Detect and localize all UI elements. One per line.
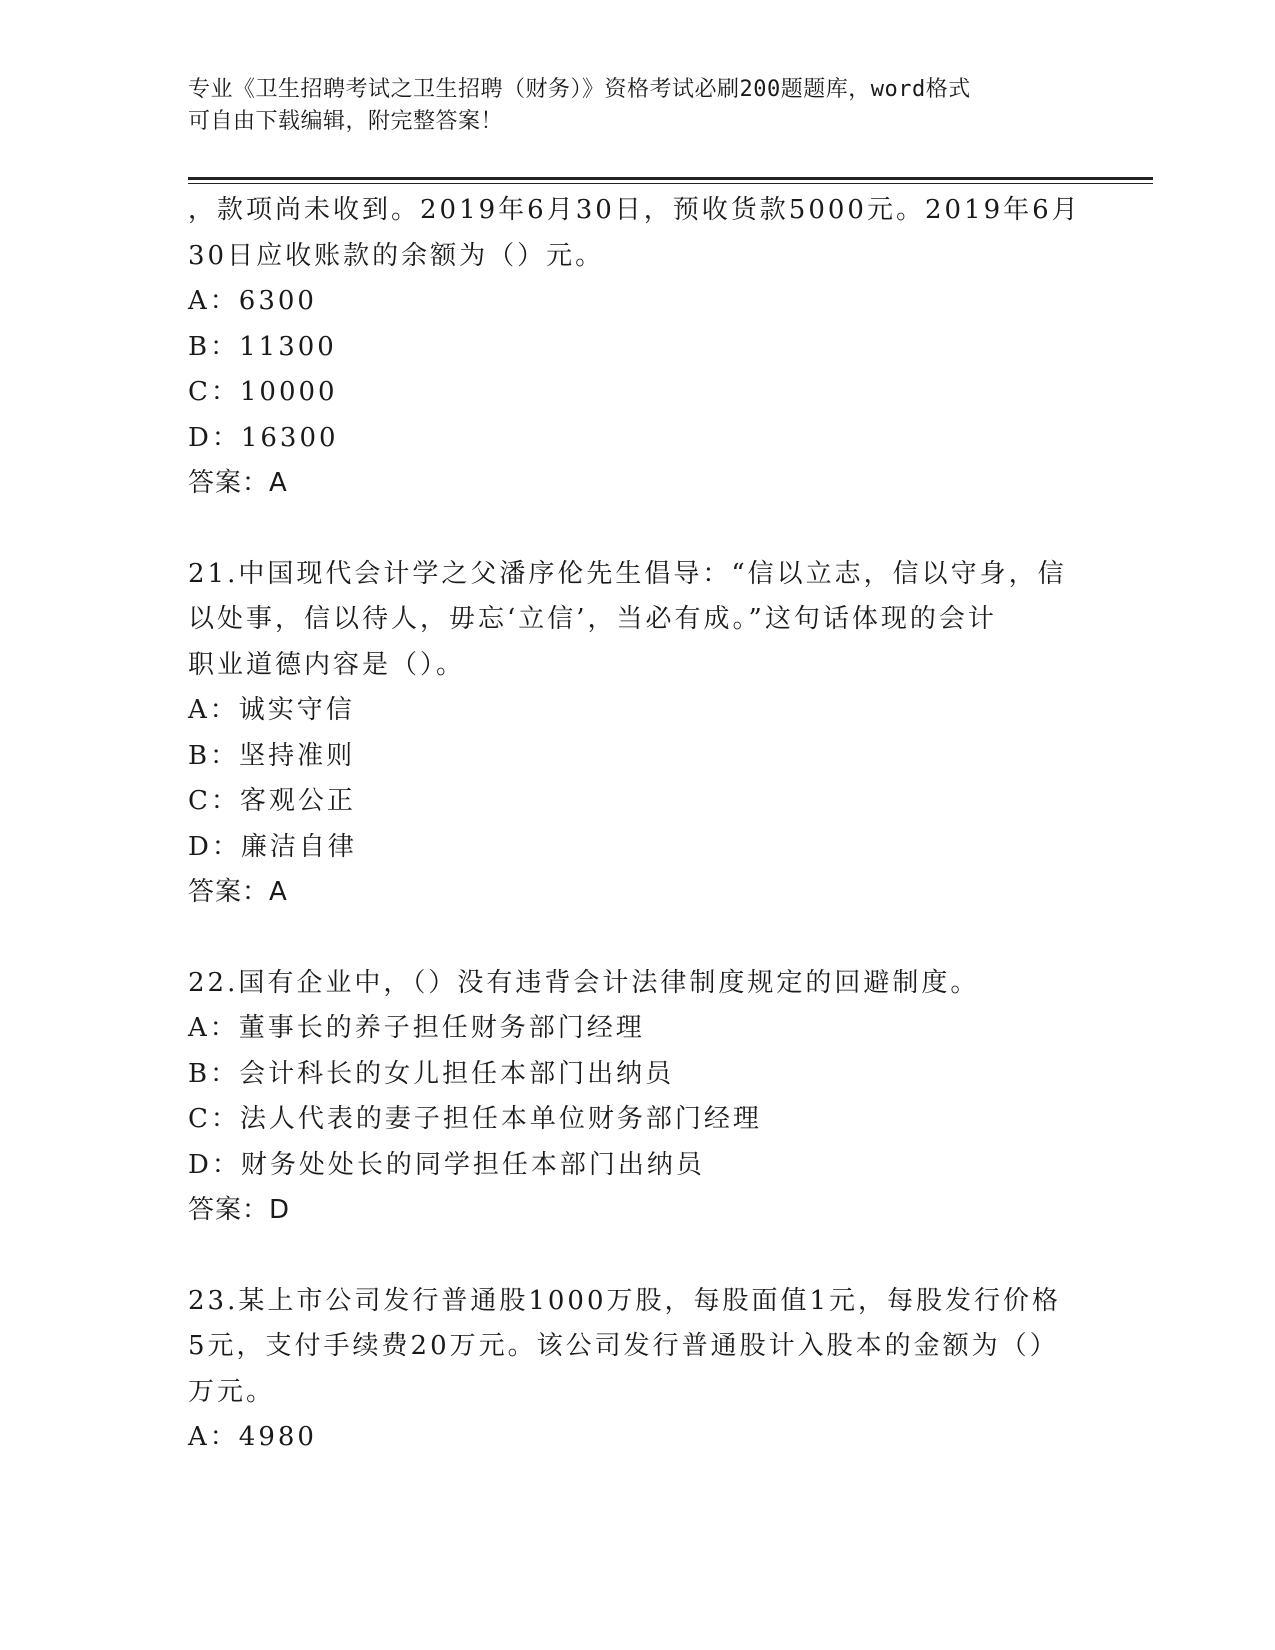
question-text-line: ，款项尚未收到。2019年6月30日，预收货款5000元。2019年6月 (188, 195, 1081, 225)
answer-line: 答案：A (188, 877, 288, 907)
question-block-20-continued (188, 188, 1088, 507)
option-c: C：法人代表的妻子担任本单位财务部门经理 (188, 1104, 762, 1134)
header-divider-thin (188, 183, 1153, 184)
question-text-line: 22.国有企业中，（）没有违背会计法律制度规定的回避制度。 (188, 967, 980, 998)
question-text-line: 30日应收账款的余额为（）元。 (188, 240, 605, 271)
option-b: B：坚持准则 (188, 740, 356, 771)
option-a: A：董事长的养子担任财务部门经理 (188, 1013, 645, 1043)
option-b: B：会计科长的女儿担任本部门出纳员 (188, 1058, 675, 1089)
question-text-line: 以处事，信以待人，毋忘‘立信’，当必有成。”这句话体现的会计 (188, 604, 997, 634)
option-b: B：11300 (188, 331, 337, 362)
question-text-line: 21.中国现代会计学之父潘序伦先生倡导：“信以立志，信以守身，信 (188, 558, 1067, 589)
question-text-line: 5元，支付手续费20万元。该公司发行普通股计入股本的金额为（） (188, 1331, 1059, 1361)
option-a: A：诚实守信 (188, 695, 355, 725)
question-text-line: 23.某上市公司发行普通股1000万股，每股面值1元，每股发行价格 (188, 1285, 1062, 1316)
question-block-22 (188, 961, 1088, 1234)
question-block-23 (188, 1279, 1088, 1461)
page-header (188, 74, 1088, 138)
header-divider-thick (188, 177, 1153, 180)
block-spacer (188, 507, 1088, 552)
option-d: D：16300 (188, 422, 339, 453)
answer-line: 答案：A (188, 468, 288, 498)
option-d: D：廉洁自律 (188, 831, 357, 862)
block-spacer (188, 1234, 1088, 1279)
block-spacer (188, 916, 1088, 961)
option-a: A：6300 (188, 286, 317, 316)
answer-line: 答案：D (188, 1195, 291, 1225)
option-c: C：10000 (188, 377, 338, 407)
question-text-line: 万元。 (188, 1376, 276, 1407)
header-line-1: 专业《卫生招聘考试之卫生招聘（财务）》资格考试必刷200题题库，word格式 (188, 77, 971, 102)
question-text-line: 职业道德内容是（）。 (188, 649, 466, 680)
header-line-2: 可自由下载编辑，附完整答案！ (188, 109, 504, 134)
document-body (188, 188, 1088, 1461)
option-c: C：客观公正 (188, 786, 356, 816)
option-d: D：财务处处长的同学担任本部门出纳员 (188, 1149, 705, 1180)
question-block-21 (188, 552, 1088, 916)
option-a: A：4980 (188, 1422, 317, 1452)
